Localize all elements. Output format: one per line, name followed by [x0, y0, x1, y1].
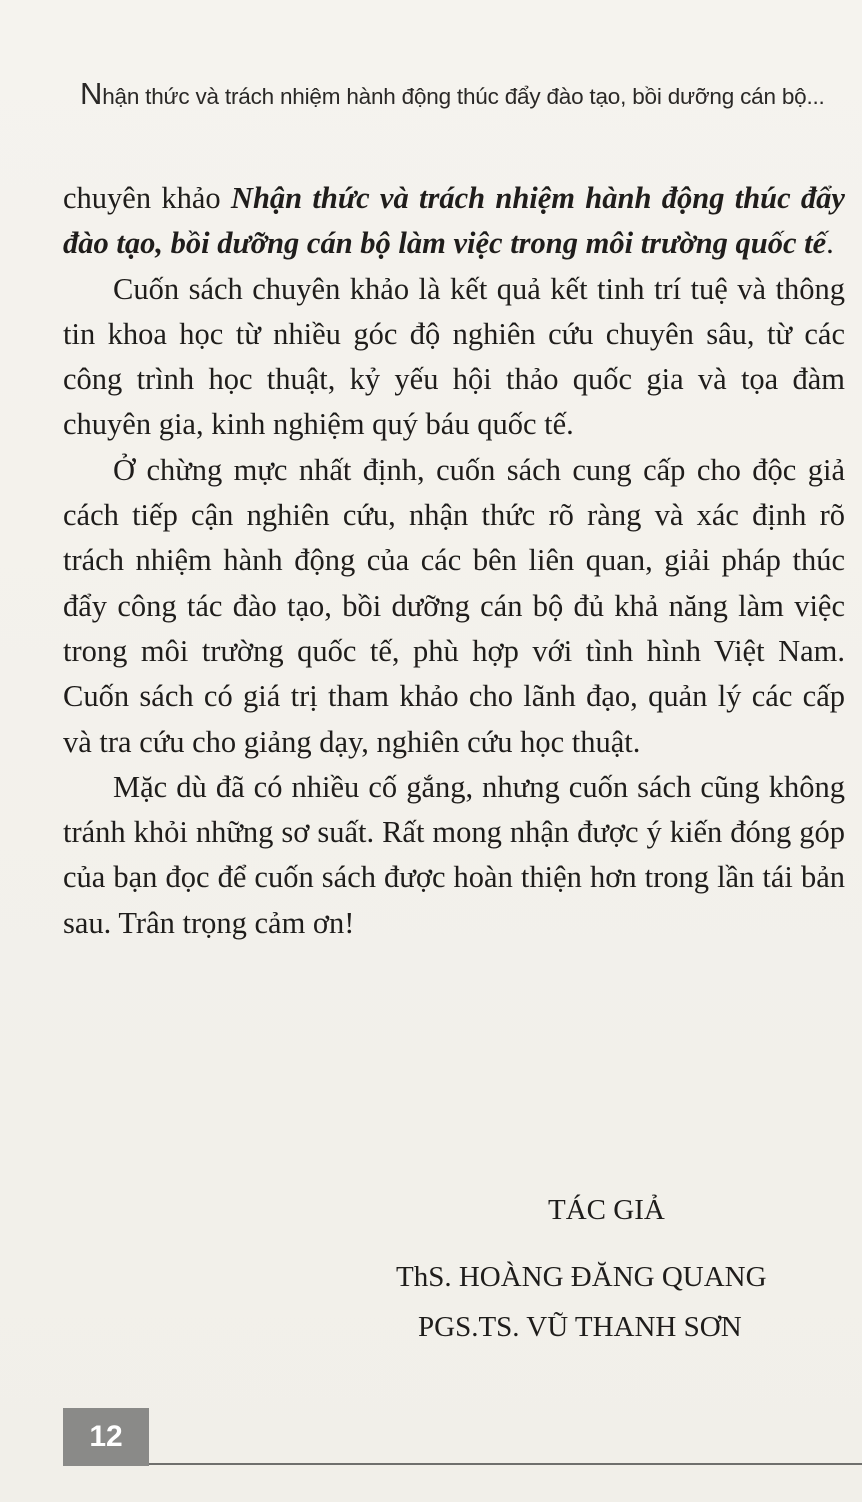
- paragraph-1-suffix: .: [826, 226, 834, 261]
- running-header: [80, 78, 850, 110]
- signature-role: TÁC GIẢ: [548, 1194, 665, 1226]
- body-text: [63, 176, 845, 946]
- paragraph-1: [63, 176, 845, 267]
- book-title: Nhận thức và trách nhiệm hành động thúc đẩy đào tạo, bồi dưỡng cán bộ làm việc trong môi trường quốc tế: [63, 181, 845, 261]
- footer-rule: [149, 1463, 862, 1465]
- signature-author-1: ThS. HOÀNG ĐĂNG QUANG: [396, 1261, 767, 1293]
- page-number-box: [63, 1408, 149, 1466]
- paragraph-4: Mặc dù đã có nhiều cố gắng, nhưng cuốn sách cũng không tránh khỏi những sơ suất. Rất mong nhận được ý kiến đóng góp của bạn đọc để cuốn sách được hoàn thiện hơn trong lần tái bản sau. Trân trọng cảm ơn!: [63, 769, 845, 940]
- page-number: 12: [89, 1420, 123, 1453]
- running-header-initial: N: [80, 76, 103, 111]
- paragraph-1-prefix: chuyên khảo: [63, 181, 231, 215]
- running-header-text: hận thức và trách nhiệm hành động thúc đẩy đào tạo, bồi dưỡng cán bộ...: [102, 84, 825, 109]
- signature-author-2: PGS.TS. VŨ THANH SƠN: [418, 1311, 742, 1343]
- paragraph-3: Ở chừng mực nhất định, cuốn sách cung cấp cho độc giả cách tiếp cận nghiên cứu, nhận thức rõ ràng và xác định rõ trách nhiệm hành động của các bên liên quan, giải pháp thúc đẩy công tác đào tạo, bồi dưỡng cán bộ đủ khả năng làm việc trong môi trường quốc tế, phù hợp với tình hình Việt Nam. Cuốn sách có giá trị tham khảo cho lãnh đạo, quản lý các cấp và tra cứu cho giảng dạy, nghiên cứu học thuật.: [63, 452, 845, 759]
- paragraph-2: Cuốn sách chuyên khảo là kết quả kết tinh trí tuệ và thông tin khoa học từ nhiều góc độ nghiên cứu chuyên sâu, từ các công trình học thuật, kỷ yếu hội thảo quốc gia và tọa đàm chuyên gia, kinh nghiệm quý báu quốc tế.: [63, 271, 845, 442]
